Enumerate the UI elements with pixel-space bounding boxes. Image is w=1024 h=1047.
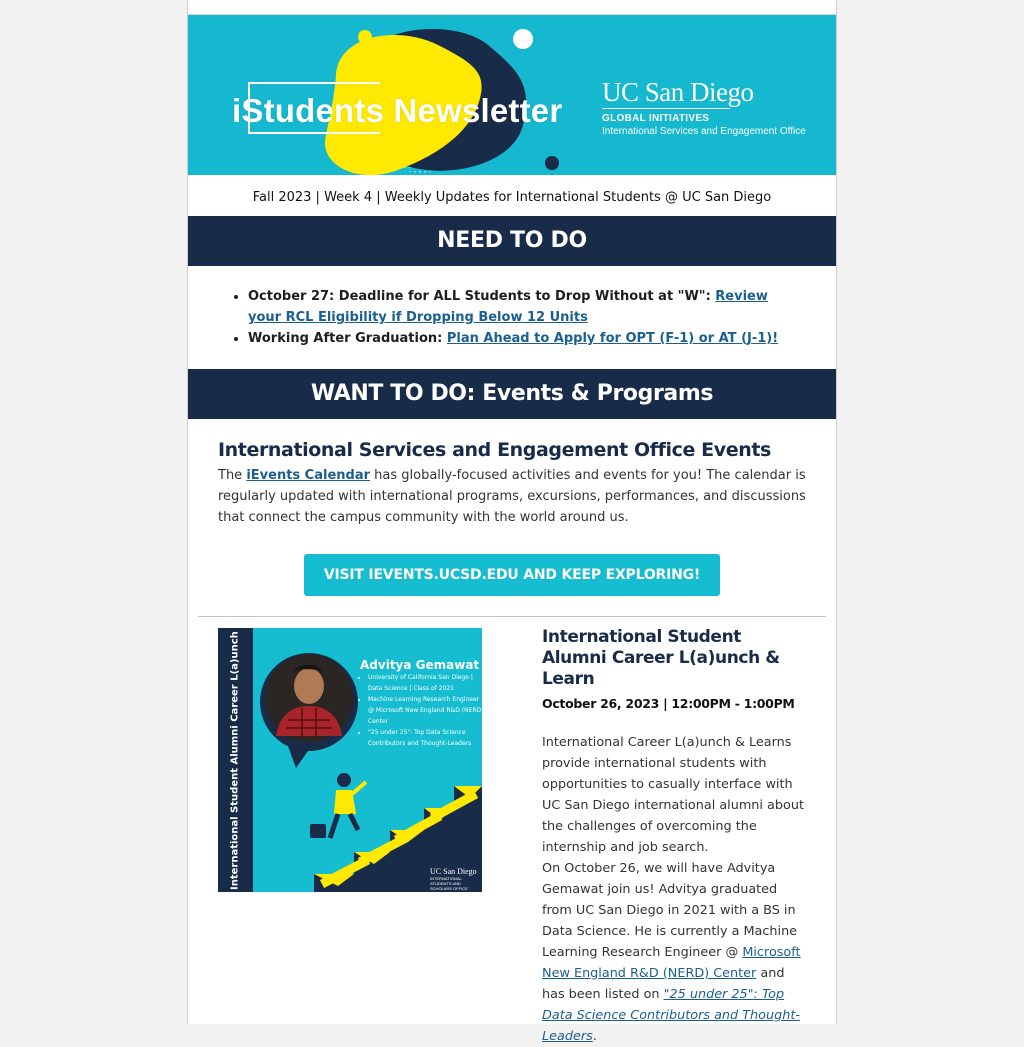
- poster-logo-name: UC San Diego: [430, 867, 477, 876]
- events-title: International Services and Engagement Office Events: [218, 439, 771, 461]
- events-pre: The: [218, 468, 247, 483]
- events-description: [218, 465, 806, 528]
- event-speaker-bio: [542, 858, 804, 1047]
- need-to-do-list: [188, 266, 836, 369]
- want-to-do-heading: WANT TO DO: Events & Programs: [188, 369, 836, 419]
- ievents-calendar-link[interactable]: iEvents Calendar: [246, 468, 371, 483]
- poster-bullets: [358, 672, 486, 749]
- event-title: International Student Alumni Career L(a)unch & Learn: [542, 627, 780, 689]
- visit-ievents-button[interactable]: VISIT IEVENTS.UCSD.EDU AND KEEP EXPLORING!: [304, 554, 720, 596]
- event-feature: [188, 583, 836, 1044]
- cta-wrapper: [188, 528, 836, 616]
- logo-office: International Services and Engagement Office: [602, 126, 806, 137]
- event-description: International Career L(a)unch & Learns provide international students with opportunities to casually interface with UC San Diego international alumni about the challenges of overcoming the internship and job search.: [542, 735, 804, 855]
- logo-unit: GLOBAL INITIATIVES: [602, 113, 710, 124]
- events-section: [188, 419, 836, 528]
- top-spacer: [188, 0, 836, 15]
- events-post: has globally-focused activities and events for you! The calendar is regularly updated with international programs, excursions, performances, and discussions that connect the campus community with the world around us.: [218, 468, 806, 525]
- newsletter-banner: [188, 15, 836, 175]
- list-item: [248, 286, 796, 328]
- event-details: [542, 627, 804, 1047]
- poster-vertical-title: International Student Alumni Career L(a)unch & Learn: [229, 583, 241, 890]
- item-lead: Working After Graduation:: [248, 331, 447, 346]
- logo-rule: [602, 108, 730, 109]
- 25-under-25-link[interactable]: "25 under 25": Top Data Science Contributors and Thought-Leaders: [542, 987, 800, 1044]
- event-poster-image[interactable]: [218, 583, 484, 892]
- logo-name: UC San Diego: [602, 77, 754, 107]
- rcl-eligibility-link[interactable]: Review your RCL Eligibility if Dropping Below 12 Units: [248, 289, 768, 325]
- microsoft-nerd-link[interactable]: Microsoft New England R&D (NERD) Center: [542, 945, 801, 981]
- opt-at-link[interactable]: Plan Ahead to Apply for OPT (F-1) or AT (J-1)!: [446, 331, 779, 346]
- newsletter-page: [187, 0, 837, 1044]
- newsletter-title: iStudents Newsletter: [232, 92, 563, 129]
- poster-logo: [430, 868, 482, 891]
- bio-post: .: [592, 1029, 597, 1044]
- poster-logo-sub: INTERNATIONAL STUDENTS AND SCHOLARS OFFICE: [430, 876, 468, 891]
- poster-bullet: • "25 under 25": Top Data Science Contributors and Thought-Leaders: [368, 727, 486, 749]
- bio-pre: On October 26, we will have Advitya Gemawat join us! Advitya graduated from UC San Diego in 2021 with a BS in Data Science. He is currently a Machine Learning Research Engineer @: [542, 861, 798, 960]
- issue-subtitle: Fall 2023 | Week 4 | Weekly Updates for International Students @ UC San Diego: [252, 190, 772, 205]
- need-to-do-heading: NEED TO DO: [188, 216, 836, 266]
- poster-name: Advitya Gemawat: [360, 658, 480, 672]
- list-item: [248, 328, 796, 349]
- bio-mid: and has been listed on: [542, 966, 785, 1002]
- item-lead: October 27: Deadline for ALL Students to Drop Without at "W":: [248, 289, 716, 304]
- event-date: October 26, 2023 | 12:00PM - 1:00PM: [542, 696, 795, 711]
- poster-bullet: • University of California San Diego | Data Science | Class of 2021: [368, 672, 486, 694]
- ucsd-logo: [602, 77, 806, 138]
- poster-bullet: • Machine Learning Research Engineer @ Microsoft New England R&D (NERD) Center: [368, 694, 486, 727]
